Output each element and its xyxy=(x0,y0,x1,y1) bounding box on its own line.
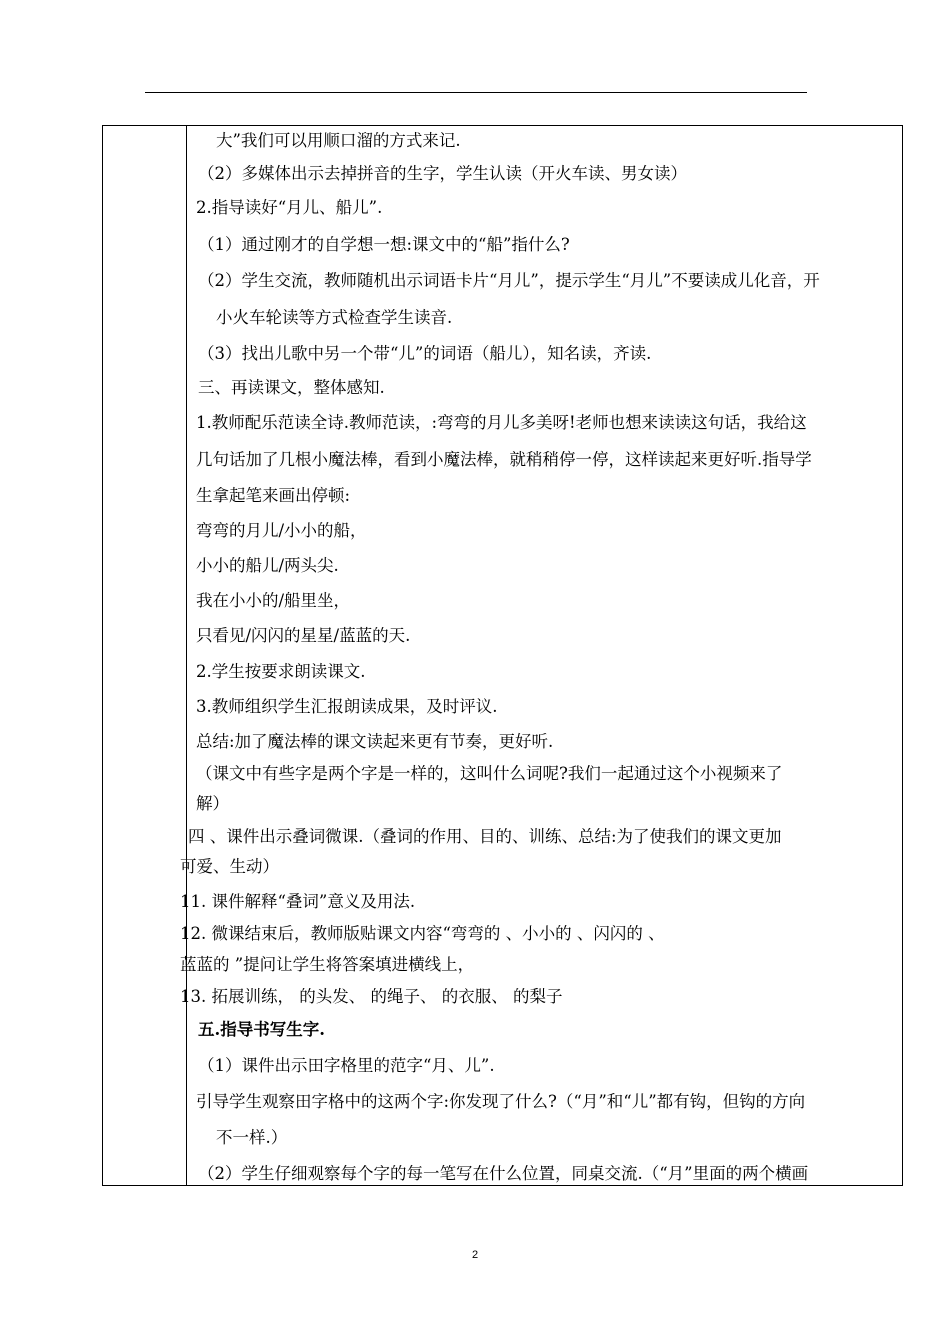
text-line: （2）多媒体出示去掉拼音的生字，学生认读（开火车读、男女读） xyxy=(198,164,687,183)
poem-line: 小小的船儿/两头尖. xyxy=(196,556,339,575)
text-line: 蓝蓝的 ”提问让学生将答案填进横线上， xyxy=(180,955,475,974)
table-column-divider xyxy=(186,125,187,1186)
poem-line: 我在小小的/船里坐， xyxy=(196,591,351,610)
poem-line: 只看见/闪闪的星星/蓝蓝的天. xyxy=(196,626,411,645)
text-line: 2.学生按要求朗读课文. xyxy=(196,662,366,681)
text-line: 小火车轮读等方式检查学生读音. xyxy=(216,308,453,327)
text-line: 3.教师组织学生汇报朗读成果，及时评议. xyxy=(196,697,498,716)
text-line: 引导学生观察田字格中的这两个字:你发现了什么?（“月”和“儿”都有钩，但钩的方向 xyxy=(196,1092,806,1111)
text-line: 12. 微课结束后，教师版贴课文内容“弯弯的 、小小的 、闪闪的 、 xyxy=(180,924,665,943)
text-line: （1）课件出示田字格里的范字“月、儿”. xyxy=(198,1056,495,1075)
page-number: 2 xyxy=(471,1249,479,1261)
text-line: 总结:加了魔法棒的课文读起来更有节奏，更好听. xyxy=(196,732,554,751)
text-line: 生拿起笔来画出停顿: xyxy=(196,486,351,505)
text-line: 可爱、生动） xyxy=(180,857,279,876)
text-line: 11. 课件解释“叠词”意义及用法. xyxy=(180,892,416,911)
section-heading: 四 、课件出示叠词微课.（叠词的作用、目的、训练、总结:为了使我们的课文更加 xyxy=(188,827,782,846)
text-line: 1.教师配乐范读全诗.教师范读，:弯弯的月儿多美呀!老师也想来读读这句话，我给这 xyxy=(196,413,807,432)
header-rule xyxy=(145,92,807,93)
text-line: （3）找出儿歌中另一个带“儿”的词语（船儿），知名读，齐读. xyxy=(198,344,652,363)
section-heading: 三、再读课文，整体感知. xyxy=(198,378,385,397)
text-line: 大”我们可以用顺口溜的方式来记. xyxy=(216,131,461,150)
text-line: （2）学生仔细观察每个字的每一笔写在什么位置，同桌交流.（“月”里面的两个横画 xyxy=(198,1164,809,1183)
text-line: （2）学生交流，教师随机出示词语卡片“月儿”，提示学生“月儿”不要读成儿化音，开 xyxy=(198,271,820,290)
text-line: （1）通过刚才的自学想一想:课文中的“船”指什么? xyxy=(198,235,570,254)
text-line: 解） xyxy=(196,794,229,813)
text-line: 几句话加了几根小魔法棒，看到小魔法棒，就稍稍停一停，这样读起来更好听.指导学 xyxy=(196,450,812,469)
section-heading: 五.指导书写生字. xyxy=(198,1020,325,1039)
text-line: 不一样.） xyxy=(216,1128,288,1147)
poem-line: 弯弯的月儿/小小的船， xyxy=(196,521,367,540)
text-line: （课文中有些字是两个字是一样的，这叫什么词呢?我们一起通过这个小视频来了 xyxy=(196,764,783,783)
text-line: 13. 拓展训练， 的头发、 的绳子、 的衣服、 的梨子 xyxy=(180,987,563,1006)
text-line: 2.指导读好“月儿、船儿”. xyxy=(196,198,383,217)
